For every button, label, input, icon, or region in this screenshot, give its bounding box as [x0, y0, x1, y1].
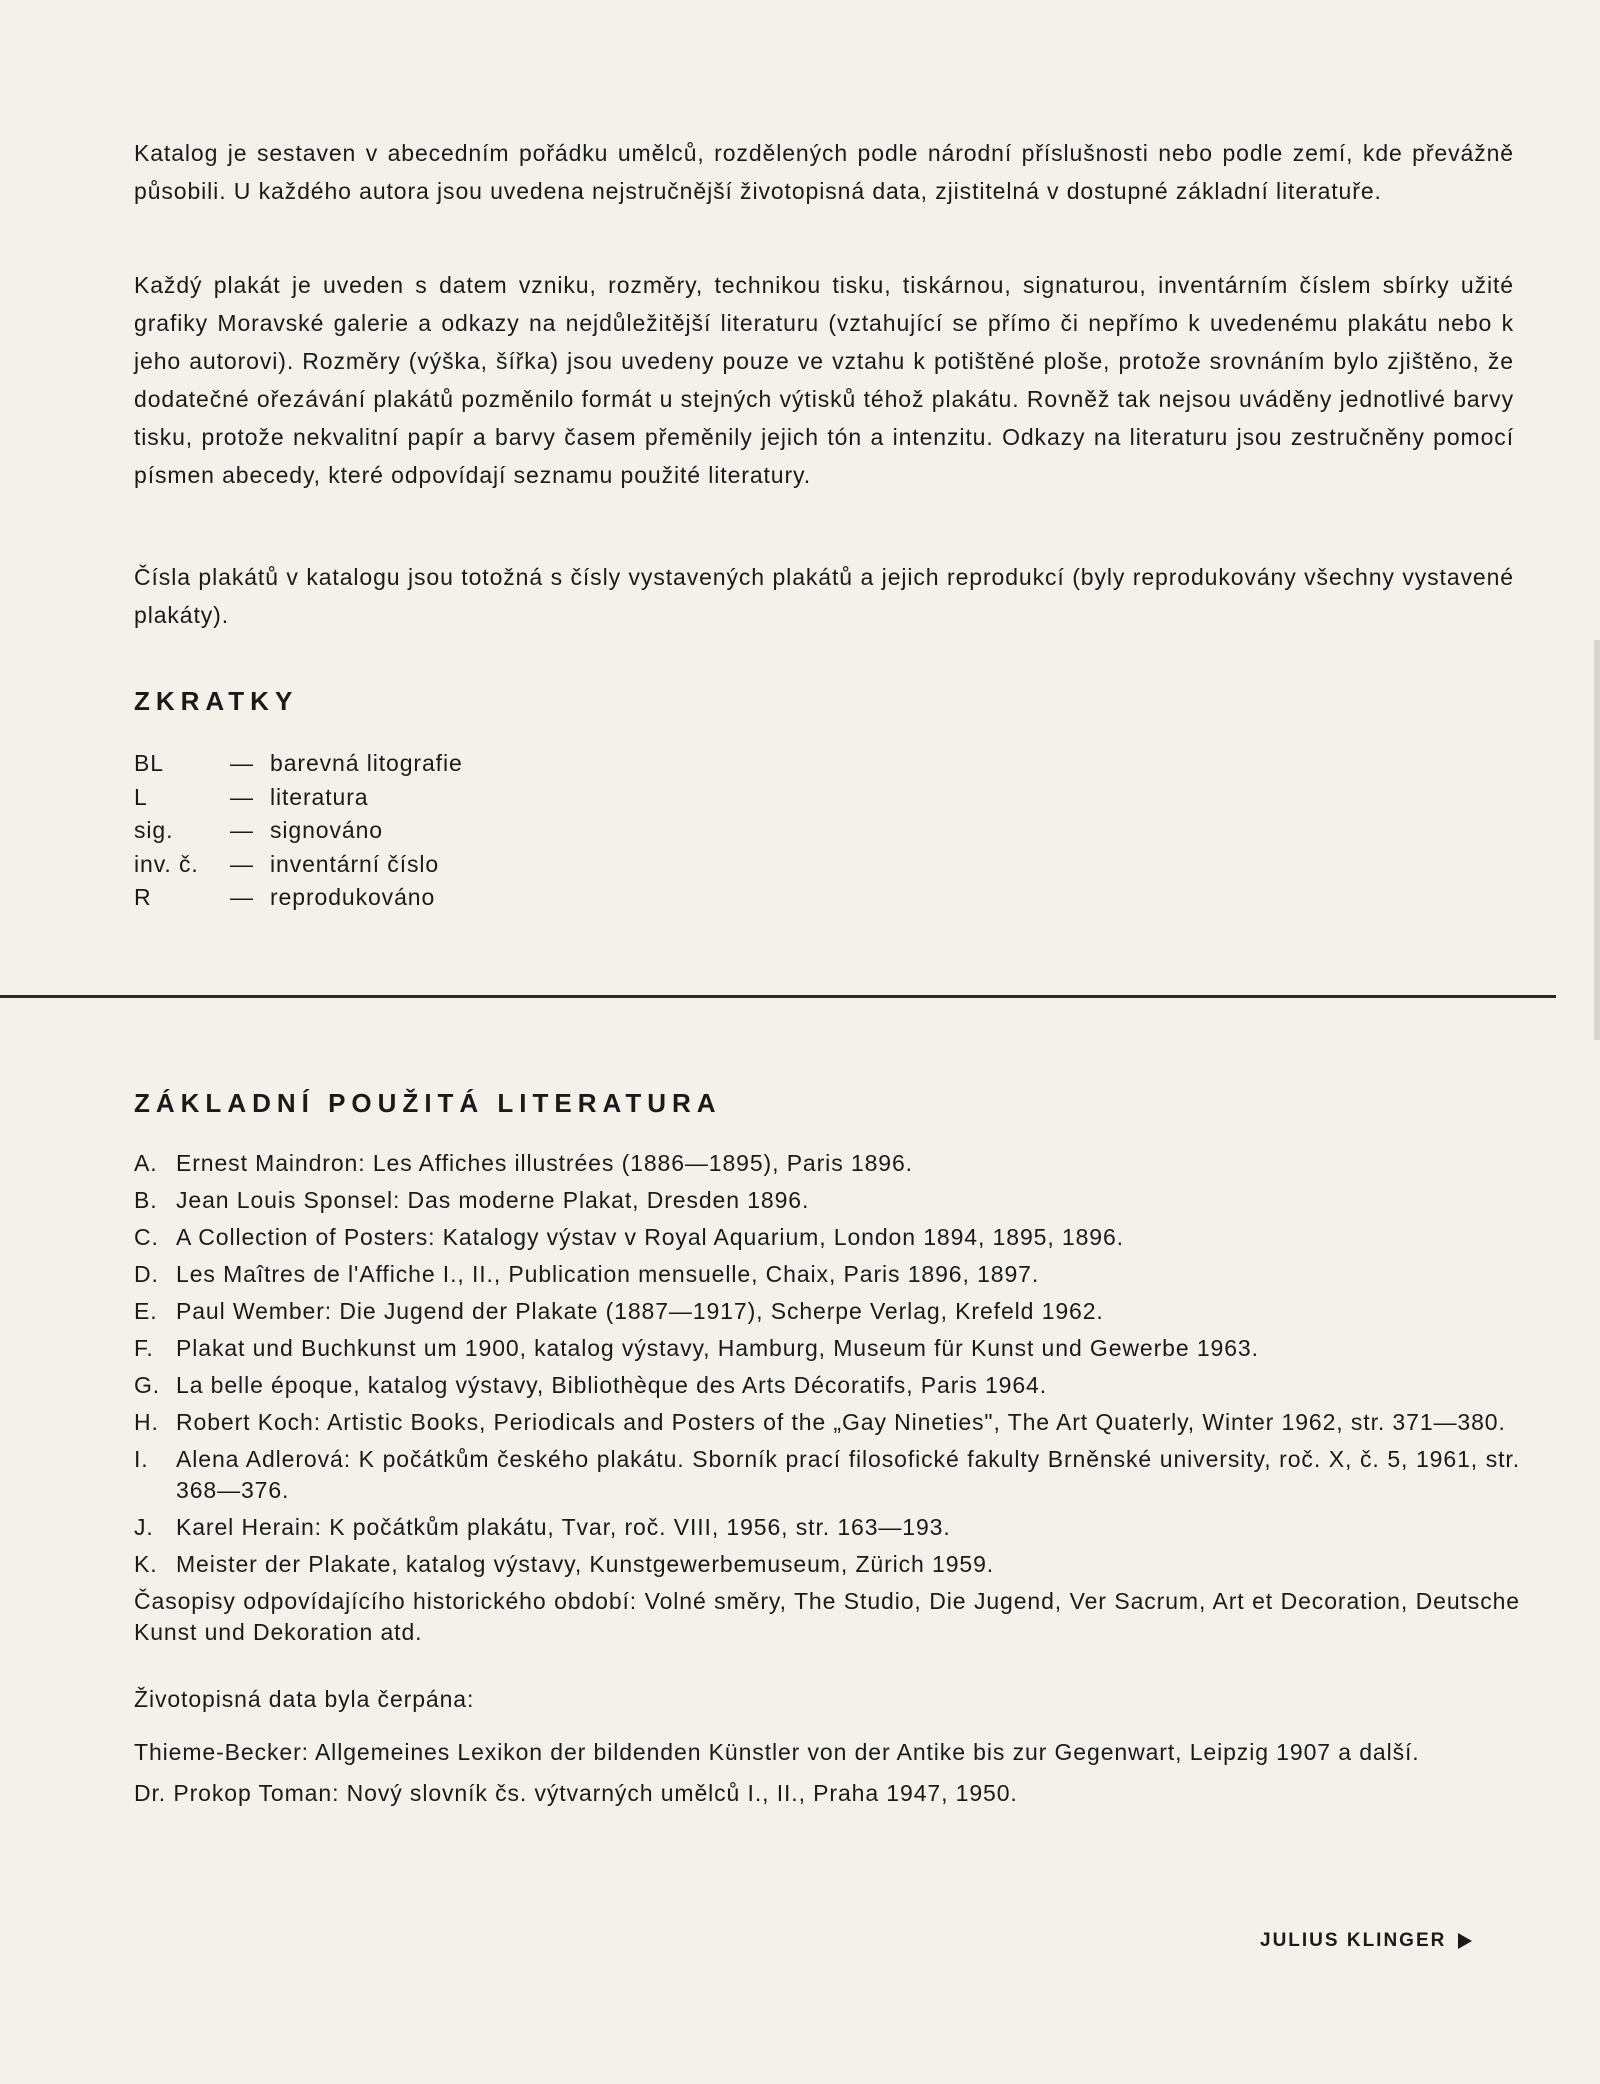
literature-text: Karel Herain: K počátkům plakátu, Tvar, roč. VIII, 1956, str. 163—193.	[176, 1514, 951, 1540]
abbreviation-dash: —	[230, 850, 254, 877]
literature-key: A.	[134, 1150, 158, 1176]
intro-paragraph-2: Každý plakát je uveden s datem vzniku, rozměry, technikou tisku, tiskárnou, signaturou, inventárním číslem sbírky užité grafiky Moravské galerie a odkazy na nejdůležitější literaturu (vztahující se přímo či nepřímo k uvedenému plakátu nebo k jeho autorovi). Rozměry (výška, šířka) jsou uvedeny pouze ve vztahu k potištěné ploše, protože srovnáním bylo zjištěno, že dodatečné ořezávání plakátů pozměnilo formát u stejných výtisků téhož plakátu. Rovněž tak nejsou uváděny jednotlivé barvy tisku, protože nekvalitní papír a barvy časem přeměnily jejich tón a intenzitu. Odkazy na literaturu jsou zestručněny pomocí písmen abecedy, které odpovídají seznamu použité literatury.	[134, 272, 1514, 488]
abbreviation-dash: —	[230, 783, 254, 810]
intro-paragraph-1: Katalog je sestaven v abecedním pořádku umělců, rozdělených podle národní příslušnosti nebo podle zemí, kde převážně působili. U každého autora jsou uvedena nejstručnější životopisná data, zjistitelná v dostupné základní literatuře.	[134, 140, 1514, 204]
literature-key: J.	[134, 1514, 154, 1540]
bio-source-item: Dr. Prokop Toman: Nový slovník čs. výtvarných umělců I., II., Praha 1947, 1950.	[134, 1780, 1018, 1806]
literature-key: C.	[134, 1224, 159, 1250]
literature-item	[134, 1333, 1520, 1364]
literature-key: H.	[134, 1409, 159, 1435]
bio-sources-title: Životopisná data byla čerpána:	[134, 1686, 475, 1712]
literature-item	[134, 1407, 1520, 1438]
abbreviation-text: inventární číslo	[270, 850, 440, 877]
literature-text: Les Maîtres de l'Affiche I., II., Publication mensuelle, Chaix, Paris 1896, 1897.	[176, 1261, 1040, 1287]
literature-text: Plakat und Buchkunst um 1900, katalog výstavy, Hamburg, Museum für Kunst und Gewerbe 1963.	[176, 1335, 1259, 1361]
literature-item	[134, 1259, 1520, 1290]
intro-paragraph-3: Čísla plakátů v katalogu jsou totožná s čísly vystavených plakátů a jejich reprodukcí (byly reprodukovány všechny vystavené plakáty).	[134, 564, 1514, 628]
literature-item	[134, 1512, 1520, 1543]
abbreviation-dash: —	[230, 750, 254, 776]
abbreviation-key: sig.	[134, 817, 174, 843]
literature-text: Paul Wember: Die Jugend der Plakate (1887—1917), Scherpe Verlag, Krefeld 1962.	[176, 1298, 1104, 1324]
abbreviation-key: R	[134, 884, 152, 910]
literature-text: Jean Louis Sponsel: Das moderne Plakat, Dresden 1896.	[176, 1187, 810, 1213]
literature-key: B.	[134, 1187, 158, 1213]
literature-item	[134, 1549, 1520, 1580]
literature-item	[134, 1222, 1520, 1253]
literature-list	[134, 1148, 1520, 1819]
abbreviation-row	[134, 817, 463, 851]
abbreviation-key: BL	[134, 750, 164, 776]
next-section-link	[1260, 1930, 1472, 1952]
literature-text: La belle époque, katalog výstavy, Bibliothèque des Arts Décoratifs, Paris 1964.	[176, 1372, 1048, 1398]
literature-text: A Collection of Posters: Katalogy výstav v Royal Aquarium, London 1894, 1895, 1896.	[176, 1224, 1124, 1250]
literature-key: K.	[134, 1551, 158, 1577]
literature-text: Robert Koch: Artistic Books, Periodicals and Posters of the „Gay Nineties", The Art Quaterly, Winter 1962, str. 371—380.	[176, 1409, 1506, 1435]
page-edge-shadow	[1594, 640, 1600, 1040]
abbreviations-heading: ZKRATKY	[134, 686, 299, 716]
abbreviation-dash: —	[230, 817, 254, 843]
abbreviation-row	[134, 851, 463, 885]
literature-key: D.	[134, 1261, 159, 1287]
abbreviation-text: literatura	[270, 783, 369, 810]
literature-key: I.	[134, 1446, 149, 1472]
abbreviation-row	[134, 784, 463, 818]
literature-key: E.	[134, 1298, 158, 1324]
literature-item	[134, 1185, 1520, 1216]
literature-item	[134, 1296, 1520, 1327]
right-triangle-icon	[1458, 1933, 1472, 1949]
section-divider	[0, 995, 1556, 998]
abbreviation-dash: —	[230, 884, 254, 910]
literature-key: F.	[134, 1335, 154, 1361]
literature-item	[134, 1444, 1520, 1506]
literature-text: Alena Adlerová: K počátkům českého plakátu. Sborník prací filosofické fakulty Brněnské university, roč. X, č. 5, 1961, str. 368—376.	[176, 1446, 1520, 1503]
literature-item	[134, 1148, 1520, 1179]
literature-item	[134, 1370, 1520, 1401]
literature-heading: ZÁKLADNÍ POUŽITÁ LITERATURA	[134, 1088, 722, 1118]
abbreviation-text: barevná litografie	[270, 750, 463, 776]
abbreviations-list	[134, 750, 463, 918]
literature-key: G.	[134, 1372, 161, 1398]
bio-source-item: Thieme-Becker: Allgemeines Lexikon der bildenden Künstler von der Antike bis zur Gegenwart, Leipzig 1907 a další.	[134, 1739, 1420, 1765]
literature-text: Meister der Plakate, katalog výstavy, Kunstgewerbemuseum, Zürich 1959.	[176, 1551, 995, 1577]
abbreviation-row	[134, 750, 463, 784]
abbreviation-text: reprodukováno	[270, 884, 436, 910]
literature-text: Ernest Maindron: Les Affiches illustrées (1886—1895), Paris 1896.	[176, 1150, 913, 1176]
abbreviation-key: inv. č.	[134, 850, 199, 877]
abbreviation-key: L	[134, 783, 148, 810]
abbreviation-text: signováno	[270, 817, 383, 843]
journals-note: Časopisy odpovídajícího historického období: Volné směry, The Studio, Die Jugend, Ver Sacrum, Art et Decoration, Deutsche Kunst und Dekoration atd.	[134, 1588, 1520, 1645]
next-section-label: JULIUS KLINGER	[1260, 1930, 1447, 1951]
abbreviation-row	[134, 884, 463, 918]
